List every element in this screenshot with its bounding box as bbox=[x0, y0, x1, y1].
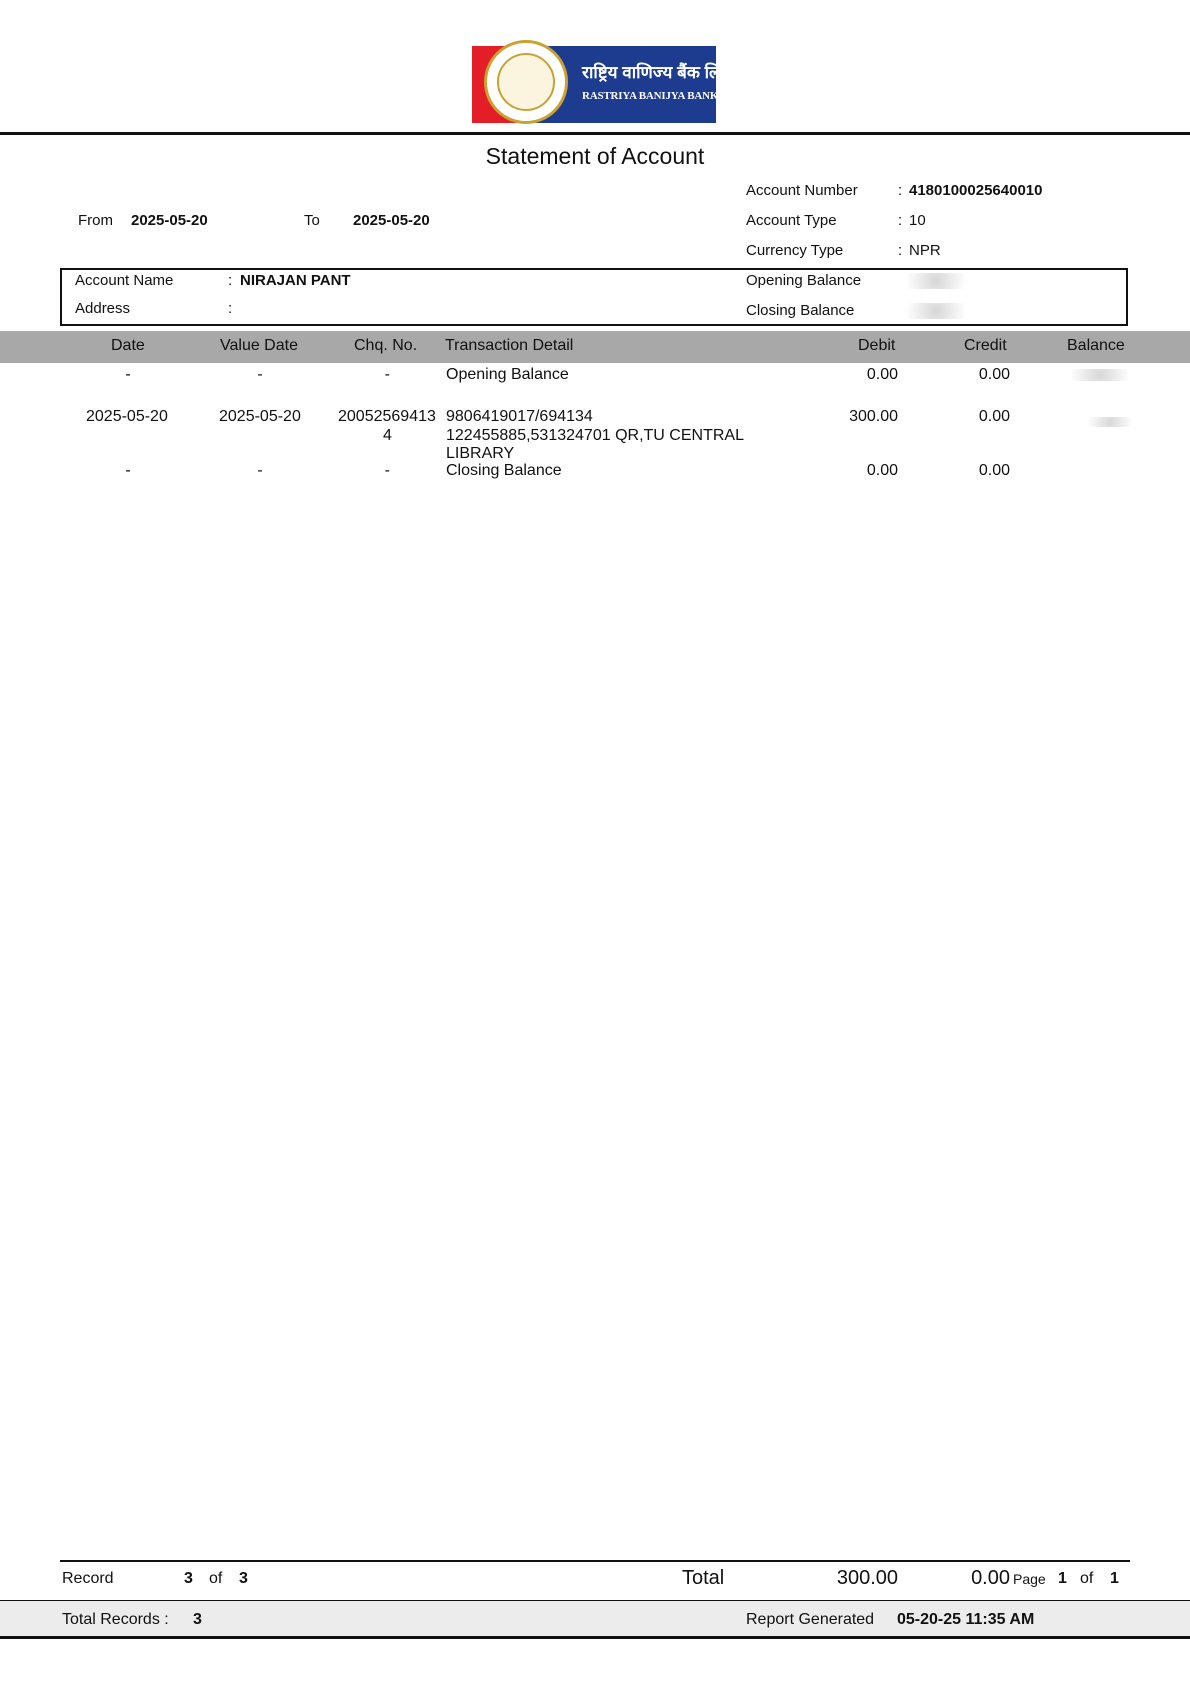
account-type-label: Account Type bbox=[746, 212, 837, 229]
cell-transaction-detail: 9806419017/694134 bbox=[446, 408, 593, 425]
address-label: Address bbox=[75, 300, 131, 317]
bank-logo bbox=[472, 46, 745, 123]
cell-transaction-detail: Closing Balance bbox=[446, 462, 562, 479]
closing-balance-redacted bbox=[896, 303, 976, 319]
total-debit: 300.00 bbox=[836, 1567, 898, 1589]
cell-date: - bbox=[125, 366, 131, 383]
report-generated-value: 05-20-25 11:35 AM bbox=[897, 1611, 1035, 1628]
page-title: Statement of Account bbox=[485, 143, 705, 169]
col-header-chq-no: Chq. No. bbox=[354, 337, 418, 354]
record-of-label: of bbox=[209, 1570, 223, 1587]
cell-transaction-detail-line3: LIBRARY bbox=[446, 445, 515, 462]
cell-credit: 0.00 bbox=[978, 462, 1010, 479]
col-header-value-date: Value Date bbox=[220, 337, 298, 354]
header-divider bbox=[0, 132, 1190, 135]
to-label: To bbox=[304, 212, 320, 229]
cell-transaction-detail: Opening Balance bbox=[446, 366, 569, 383]
col-header-date: Date bbox=[111, 337, 145, 354]
account-name-label: Account Name bbox=[75, 272, 174, 289]
bank-name-nepali: राष्ट्रिय वाणिज्य बैंक लि. bbox=[582, 63, 726, 82]
from-label: From bbox=[78, 212, 113, 229]
opening-balance-redacted bbox=[896, 273, 976, 289]
cell-debit: 0.00 bbox=[866, 462, 898, 479]
page-of-label: of bbox=[1080, 1570, 1094, 1587]
page-current: 1 bbox=[1058, 1570, 1067, 1587]
currency-type-colon: : bbox=[898, 242, 903, 259]
cell-balance-redacted bbox=[1060, 368, 1140, 382]
currency-type-value: NPR bbox=[909, 242, 941, 259]
cell-chq-no: - bbox=[384, 366, 390, 383]
col-header-credit: Credit bbox=[964, 337, 1007, 354]
record-label: Record bbox=[62, 1570, 114, 1587]
record-total: 3 bbox=[239, 1570, 248, 1587]
from-date: 2025-05-20 bbox=[131, 212, 208, 229]
cell-value-date: - bbox=[257, 366, 263, 383]
opening-balance-label: Opening Balance bbox=[746, 272, 862, 289]
cell-credit: 0.00 bbox=[978, 408, 1010, 425]
cell-date: - bbox=[125, 462, 131, 479]
closing-balance-label: Closing Balance bbox=[746, 302, 855, 319]
table-header bbox=[0, 331, 1190, 363]
record-current: 3 bbox=[184, 1570, 193, 1587]
cell-debit: 300.00 bbox=[849, 408, 898, 425]
cell-date: 2025-05-20 bbox=[86, 408, 168, 425]
cell-chq-no: - bbox=[384, 462, 390, 479]
account-name-value: NIRAJAN PANT bbox=[240, 272, 351, 289]
seal-emblem bbox=[497, 53, 555, 111]
currency-type-label: Currency Type bbox=[746, 242, 844, 259]
total-records-value: 3 bbox=[193, 1611, 202, 1628]
address-colon: : bbox=[228, 300, 233, 317]
cell-value-date: 2025-05-20 bbox=[219, 408, 301, 425]
page-label: Page bbox=[1013, 1571, 1046, 1587]
cell-chq-no: 20052569413 bbox=[338, 408, 436, 425]
footer-bottom-rule bbox=[0, 1636, 1190, 1639]
cell-credit: 0.00 bbox=[978, 366, 1010, 383]
report-generated-label: Report Generated bbox=[746, 1611, 875, 1628]
footer-top-rule bbox=[60, 1560, 1130, 1562]
account-number-value: 4180100025640010 bbox=[909, 182, 1043, 199]
total-label: Total bbox=[682, 1567, 725, 1589]
account-name-colon: : bbox=[228, 272, 233, 289]
col-header-debit: Debit bbox=[858, 337, 896, 354]
total-credit: 0.00 bbox=[971, 1567, 1010, 1589]
account-number-colon: : bbox=[898, 182, 903, 199]
cell-value-date: - bbox=[257, 462, 263, 479]
col-header-transaction-detail: Transaction Detail bbox=[445, 337, 574, 354]
cell-balance-redacted bbox=[1080, 414, 1140, 426]
total-records-label: Total Records : bbox=[62, 1611, 169, 1628]
cell-chq-no-cont: 4 bbox=[383, 427, 392, 444]
bank-seal-icon bbox=[484, 40, 568, 124]
page-total: 1 bbox=[1110, 1570, 1119, 1587]
account-type-colon: : bbox=[898, 212, 903, 229]
cell-transaction-detail-line2: 122455885,531324701 QR,TU CENTRAL bbox=[446, 427, 744, 444]
account-type-value: 10 bbox=[909, 212, 926, 229]
account-number-label: Account Number bbox=[746, 182, 858, 199]
bank-name-english: RASTRIYA BANIJYA BANK LTD. bbox=[582, 90, 745, 102]
col-header-balance: Balance bbox=[1067, 337, 1125, 354]
to-date: 2025-05-20 bbox=[353, 212, 430, 229]
cell-debit: 0.00 bbox=[866, 366, 898, 383]
